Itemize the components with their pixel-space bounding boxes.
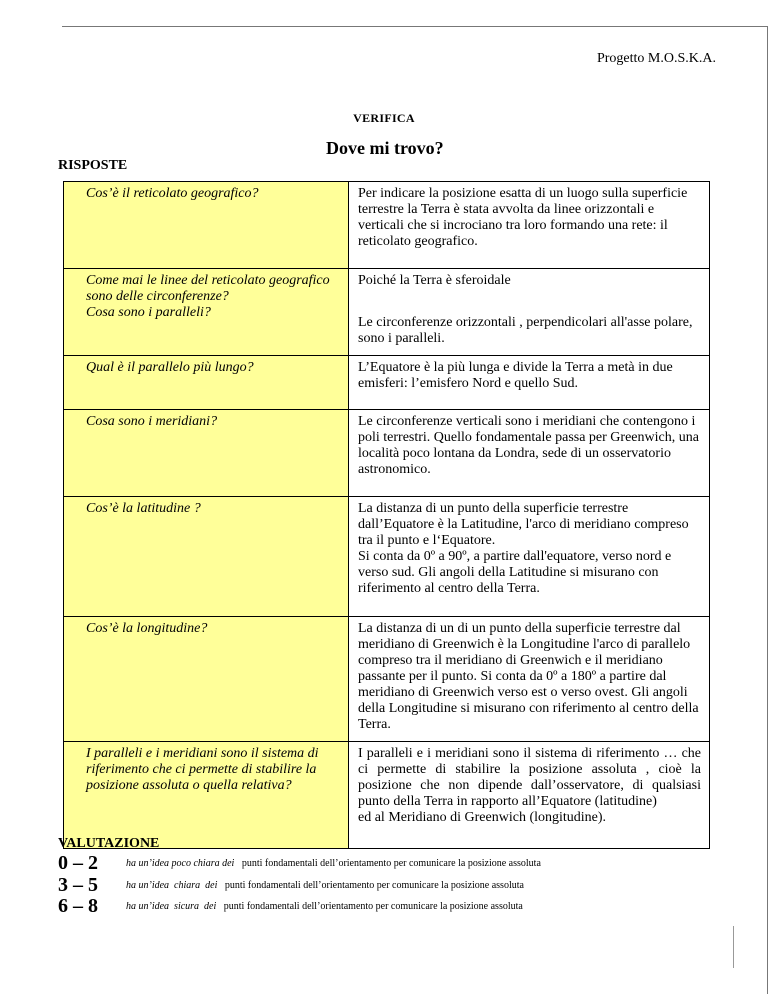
valutazione-heading: VALUTAZIONE xyxy=(58,836,160,851)
qa-table xyxy=(63,181,710,849)
score-range: 3 – 5 xyxy=(58,874,98,896)
answer-cell: La distanza di un di un punto della superficie terrestre dal meridiano di Greenwich è la Longitudine l'arco di parallelo compreso tra il meridiano di Greenwich e il meridiano passante per il punto. Si conta da 0º a 180º a partire dal meridiano di Greenwich verso est o verso ovest. Gli angoli della Longitudine si misurano con riferimento al centro della Terra. xyxy=(349,616,710,741)
answer-cell: Poiché la Terra è sferoidale xyxy=(349,269,710,311)
score-qualifier: ha un’idea chiara dei xyxy=(126,880,218,891)
table-row xyxy=(64,741,710,848)
header-rule xyxy=(62,26,768,27)
answer-cell: L’Equatore è la più lunga e divide la Terra a metà in due emisferi: l’emisfero Nord e quello Sud. xyxy=(349,355,710,409)
answer-cell xyxy=(349,496,710,616)
table-row xyxy=(64,182,710,269)
score-qualifier: ha un’idea poco chiara dei xyxy=(126,858,235,869)
table-row xyxy=(64,355,710,409)
answer-text: I paralleli e i meridiani sono il sistema di riferimento … che ci permette di stabilire la posizione assoluta , cioè la posizione che non dipende dall’osservatore, di qualsiasi punto della Terra in rapporto all’Equatore (latitudine) xyxy=(358,745,701,809)
table-row xyxy=(64,616,710,741)
table-row xyxy=(64,409,710,496)
answer-cell: Per indicare la posizione esatta di un luogo sulla superficie terrestre la Terra è stata avvolta da linee orizzontali e verticali che si incrociano tra loro formando una rete: il reticolato geografico. xyxy=(349,182,710,269)
answer-text: La distanza di un punto della superficie terrestre dall’Equatore è la Latitudine, l'arco di meridiano compreso tra il punto e l‘Equatore. xyxy=(358,500,689,548)
question-cell: Qual è il parallelo più lungo? xyxy=(64,355,349,409)
score-description xyxy=(126,880,524,891)
question-cell: Cos’è la latitudine ? xyxy=(64,496,349,616)
answer-text: ed al Meridiano di Greenwich (longitudine). xyxy=(358,809,607,825)
answer-text: Si conta da 0º a 90º, a partire dall'equatore, verso nord e verso sud. Gli angoli della Latitudine si misurano con riferimento al centro della Terra. xyxy=(358,548,672,596)
project-header: Progetto M.O.S.K.A. xyxy=(596,51,716,66)
score-rest: punti fondamentali dell’orientamento per comunicare la posizione assoluta xyxy=(234,858,541,869)
question-cell: Cosa sono i meridiani? xyxy=(64,409,349,496)
score-rest: punti fondamentali dell’orientamento per comunicare la posizione assoluta xyxy=(217,880,524,891)
answer-cell: Le circonferenze verticali sono i meridiani che contengono i poli terrestri. Quello fondamentale passa per Greenwich, una località poco lontana da Londra, sede di un osservatorio astronomico. xyxy=(349,409,710,496)
page-margin-mark xyxy=(733,926,734,968)
score-description xyxy=(126,858,541,869)
score-rest: punti fondamentali dell’orientamento per comunicare la posizione assoluta xyxy=(216,901,523,912)
score-description xyxy=(126,901,523,912)
page-subtitle: Dove mi trovo? xyxy=(326,138,444,158)
question-cell xyxy=(64,269,349,356)
page-title: VERIFICA xyxy=(353,111,415,125)
question-cell: Cos’è la longitudine? xyxy=(64,616,349,741)
question-text: Come mai le linee del reticolato geografico sono delle circonferenze? xyxy=(86,273,330,304)
question-cell: Cos’è il reticolato geografico? xyxy=(64,182,349,269)
score-qualifier: ha un’idea sicura dei xyxy=(126,901,217,912)
answer-cell xyxy=(349,741,710,848)
table-row xyxy=(64,496,710,616)
score-range: 0 – 2 xyxy=(58,852,98,874)
question-cell: I paralleli e i meridiani sono il sistema di riferimento che ci permette di stabilire la posizione assoluta o quella relativa? xyxy=(64,741,349,848)
table-row xyxy=(64,269,710,311)
answer-cell: Le circonferenze orizzontali , perpendicolari all'asse polare, sono i paralleli. xyxy=(349,311,710,356)
question-text: Cosa sono i paralleli? xyxy=(86,305,211,320)
section-label: RISPOSTE xyxy=(58,158,128,173)
score-range: 6 – 8 xyxy=(58,895,98,917)
